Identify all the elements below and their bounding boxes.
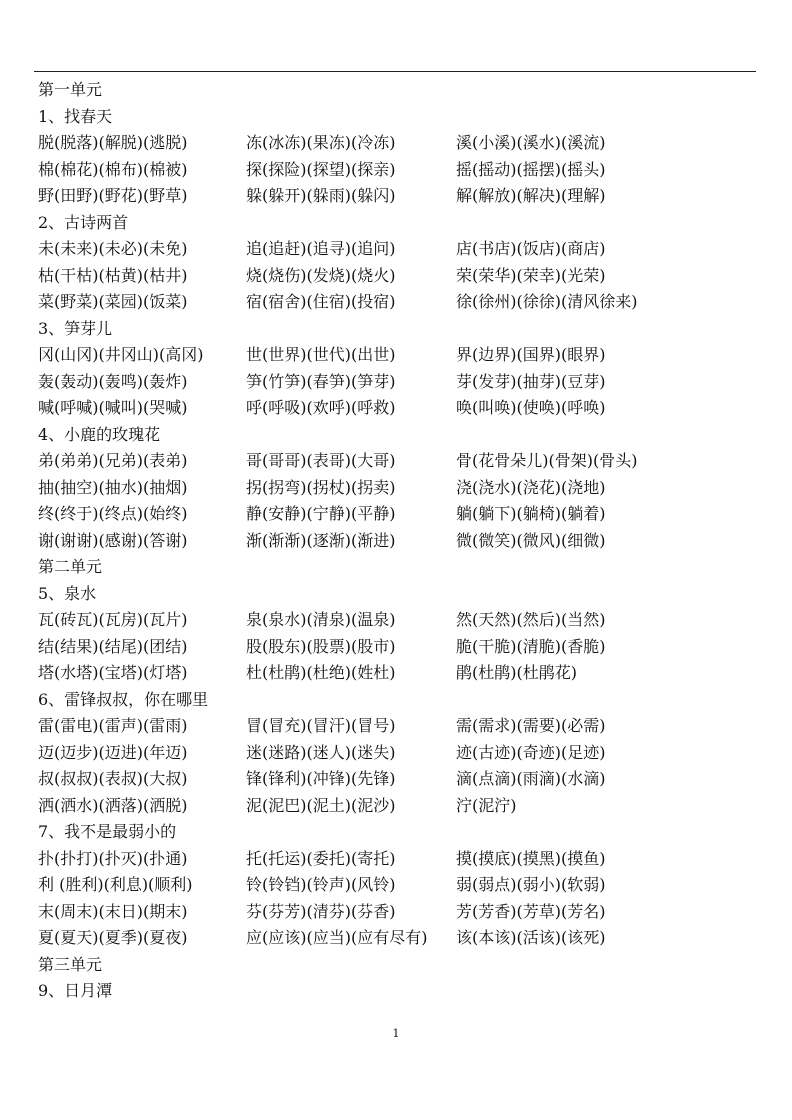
word-entry: 迹(古迹)(奇迹)(足迹)	[456, 742, 606, 762]
vocabulary-list	[38, 77, 758, 1005]
word-entry: 杜(杜鹃)(杜绝)(姓杜)	[246, 663, 396, 682]
word-row	[38, 846, 758, 873]
word-row	[38, 713, 758, 740]
word-entry: 脱(脱落)(解脱)(逃脱)	[38, 133, 188, 152]
word-row	[38, 448, 758, 475]
word-entry: 扑(扑打)(扑灭)(扑通)	[38, 848, 188, 868]
word-entry: 哥(哥哥)(表哥)(大哥)	[246, 451, 396, 470]
word-entry: 弱(弱点)(弱小)(软弱)	[456, 875, 606, 894]
word-entry: 然(天然)(然后)(当然)	[456, 610, 606, 629]
word-entry: 棉(棉花)(棉布)(棉被)	[38, 159, 188, 179]
word-entry: 野(田野)(野花)(野草)	[38, 186, 188, 205]
word-entry: 世(世界)(世代)(出世)	[246, 345, 396, 364]
word-entry: 芬(芬芳)(清芬)(芬香)	[246, 901, 396, 921]
word-entry: 洒(洒水)(洒落)(洒脱)	[38, 795, 188, 815]
unit-heading: 第二单元	[38, 557, 103, 576]
word-row	[38, 766, 758, 793]
word-row	[38, 342, 758, 369]
word-entry: 冒(冒充)(冒汗)(冒号)	[246, 716, 396, 735]
word-entry: 泥(泥巴)(泥土)(泥沙)	[246, 795, 396, 815]
word-row	[38, 369, 758, 396]
word-entry: 轰(轰动)(轰鸣)(轰炸)	[38, 371, 188, 391]
page-number: 1	[392, 1027, 400, 1040]
word-entry: 利 (胜利)(利息)(顺利)	[38, 875, 193, 894]
word-entry: 追(追赶)(追寻)(追问)	[246, 239, 396, 258]
word-row	[38, 925, 758, 952]
lesson-title: 6、雷锋叔叔，你在哪里	[38, 689, 209, 709]
word-entry: 菜(野菜)(菜园)(饭菜)	[38, 292, 188, 311]
word-row	[38, 872, 758, 899]
word-entry: 谢(谢谢)(感谢)(答谢)	[38, 530, 188, 550]
word-entry: 托(托运)(委托)(寄托)	[246, 848, 396, 868]
word-entry: 摇(摇动)(摇摆)(摇头)	[456, 159, 606, 179]
word-entry: 荣(荣华)(荣幸)(光荣)	[456, 265, 606, 285]
word-entry: 笋(竹笋)(春笋)(笋芽)	[246, 371, 396, 391]
word-entry: 脆(干脆)(清脆)(香脆)	[456, 636, 606, 656]
word-entry: 塔(水塔)(宝塔)(灯塔)	[38, 663, 188, 682]
word-entry: 泉(泉水)(清泉)(温泉)	[246, 610, 396, 629]
word-row	[38, 157, 758, 184]
word-entry: 抽(抽空)(抽水)(抽烟)	[38, 477, 188, 497]
word-entry: 骨(花骨朵儿)(骨架)(骨头)	[456, 451, 638, 470]
word-entry: 摸(摸底)(摸黑)(摸鱼)	[456, 848, 606, 868]
word-entry: 锋(锋利)(冲锋)(先锋)	[246, 769, 396, 788]
word-row	[38, 501, 758, 528]
word-entry: 枯(干枯)(枯黄)(枯井)	[38, 265, 188, 285]
word-entry: 结(结果)(结尾)(团结)	[38, 636, 188, 656]
word-entry: 冈(山冈)(井冈山)(高冈)	[38, 345, 204, 364]
word-row	[38, 740, 758, 767]
word-entry: 股(股东)(股票)(股市)	[246, 636, 396, 656]
word-row	[38, 607, 758, 634]
word-entry: 该(本该)(活该)(该死)	[456, 928, 606, 947]
word-entry: 芽(发芽)(抽芽)(豆芽)	[456, 371, 606, 391]
word-row	[38, 793, 758, 820]
word-row	[38, 263, 758, 290]
word-row	[38, 528, 758, 555]
word-entry: 浇(浇水)(浇花)(浇地)	[456, 477, 606, 497]
word-entry: 瓦(砖瓦)(瓦房)(瓦片)	[38, 610, 188, 629]
top-rule	[34, 71, 756, 72]
lesson-title: 5、泉水	[38, 583, 97, 603]
word-row	[38, 475, 758, 502]
lesson-title: 3、笋芽儿	[38, 318, 113, 338]
word-entry: 徐(徐州)(徐徐)(清风徐来)	[456, 292, 638, 311]
lesson-title: 9、日月潭	[38, 981, 113, 1000]
unit-heading: 第三单元	[38, 954, 103, 974]
word-row	[38, 634, 758, 661]
word-row	[38, 236, 758, 263]
word-entry: 叔(叔叔)(表叔)(大叔)	[38, 769, 188, 788]
word-entry: 宿(宿舍)(住宿)(投宿)	[246, 292, 396, 311]
word-entry: 探(探险)(探望)(探亲)	[246, 159, 396, 179]
word-entry: 烧(烧伤)(发烧)(烧火)	[246, 265, 396, 285]
lesson-title: 4、小鹿的玫瑰花	[38, 424, 161, 444]
word-entry: 唤(叫唤)(使唤)(呼唤)	[456, 398, 606, 417]
word-entry: 芳(芳香)(芳草)(芳名)	[456, 901, 606, 921]
word-row	[38, 899, 758, 926]
word-entry: 界(边界)(国界)(眼界)	[456, 345, 606, 364]
word-entry: 终(终于)(终点)(始终)	[38, 504, 188, 523]
word-entry: 迈(迈步)(迈进)(年迈)	[38, 742, 188, 762]
word-row	[38, 289, 758, 316]
word-row	[38, 395, 758, 422]
word-entry: 拐(拐弯)(拐杖)(拐卖)	[246, 477, 396, 497]
word-entry: 迷(迷路)(迷人)(迷失)	[246, 742, 396, 762]
word-entry: 雷(雷电)(雷声)(雷雨)	[38, 716, 188, 735]
word-entry: 静(安静)(宁静)(平静)	[246, 504, 396, 523]
word-entry: 店(书店)(饭店)(商店)	[456, 239, 606, 258]
word-entry: 解(解放)(解决)(理解)	[456, 186, 606, 205]
word-entry: 需(需求)(需要)(必需)	[456, 716, 606, 735]
word-entry: 未(未来)(未必)(未免)	[38, 239, 188, 258]
word-entry: 喊(呼喊)(喊叫)(哭喊)	[38, 398, 188, 417]
word-entry: 微(微笑)(微风)(细微)	[456, 530, 606, 550]
lesson-title: 7、我不是最弱小的	[38, 822, 177, 841]
word-entry: 铃(铃铛)(铃声)(风铃)	[246, 875, 396, 894]
word-row	[38, 660, 758, 687]
word-entry: 溪(小溪)(溪水)(溪流)	[456, 133, 606, 152]
word-entry: 应(应该)(应当)(应有尽有)	[246, 928, 428, 947]
word-entry: 躲(躲开)(躲雨)(躲闪)	[246, 186, 396, 205]
word-entry: 冻(冰冻)(果冻)(冷冻)	[246, 133, 396, 152]
word-row	[38, 183, 758, 210]
word-entry: 渐(渐渐)(逐渐)(渐进)	[246, 530, 396, 550]
word-entry: 鹃(杜鹃)(杜鹃花)	[456, 663, 577, 682]
word-entry: 滴(点滴)(雨滴)(水滴)	[456, 769, 606, 788]
lesson-title: 2、古诗两首	[38, 212, 129, 232]
lesson-title: 1、找春天	[38, 106, 113, 126]
word-entry: 泞(泥泞)	[456, 795, 517, 815]
word-entry: 弟(弟弟)(兄弟)(表弟)	[38, 451, 188, 470]
word-entry: 夏(夏天)(夏季)(夏夜)	[38, 928, 188, 947]
unit-heading: 第一单元	[38, 80, 103, 99]
word-entry: 末(周末)(末日)(期末)	[38, 901, 188, 921]
word-entry: 呼(呼吸)(欢呼)(呼救)	[246, 398, 396, 417]
word-entry: 躺(躺下)(躺椅)(躺着)	[456, 504, 606, 523]
word-row	[38, 130, 758, 157]
